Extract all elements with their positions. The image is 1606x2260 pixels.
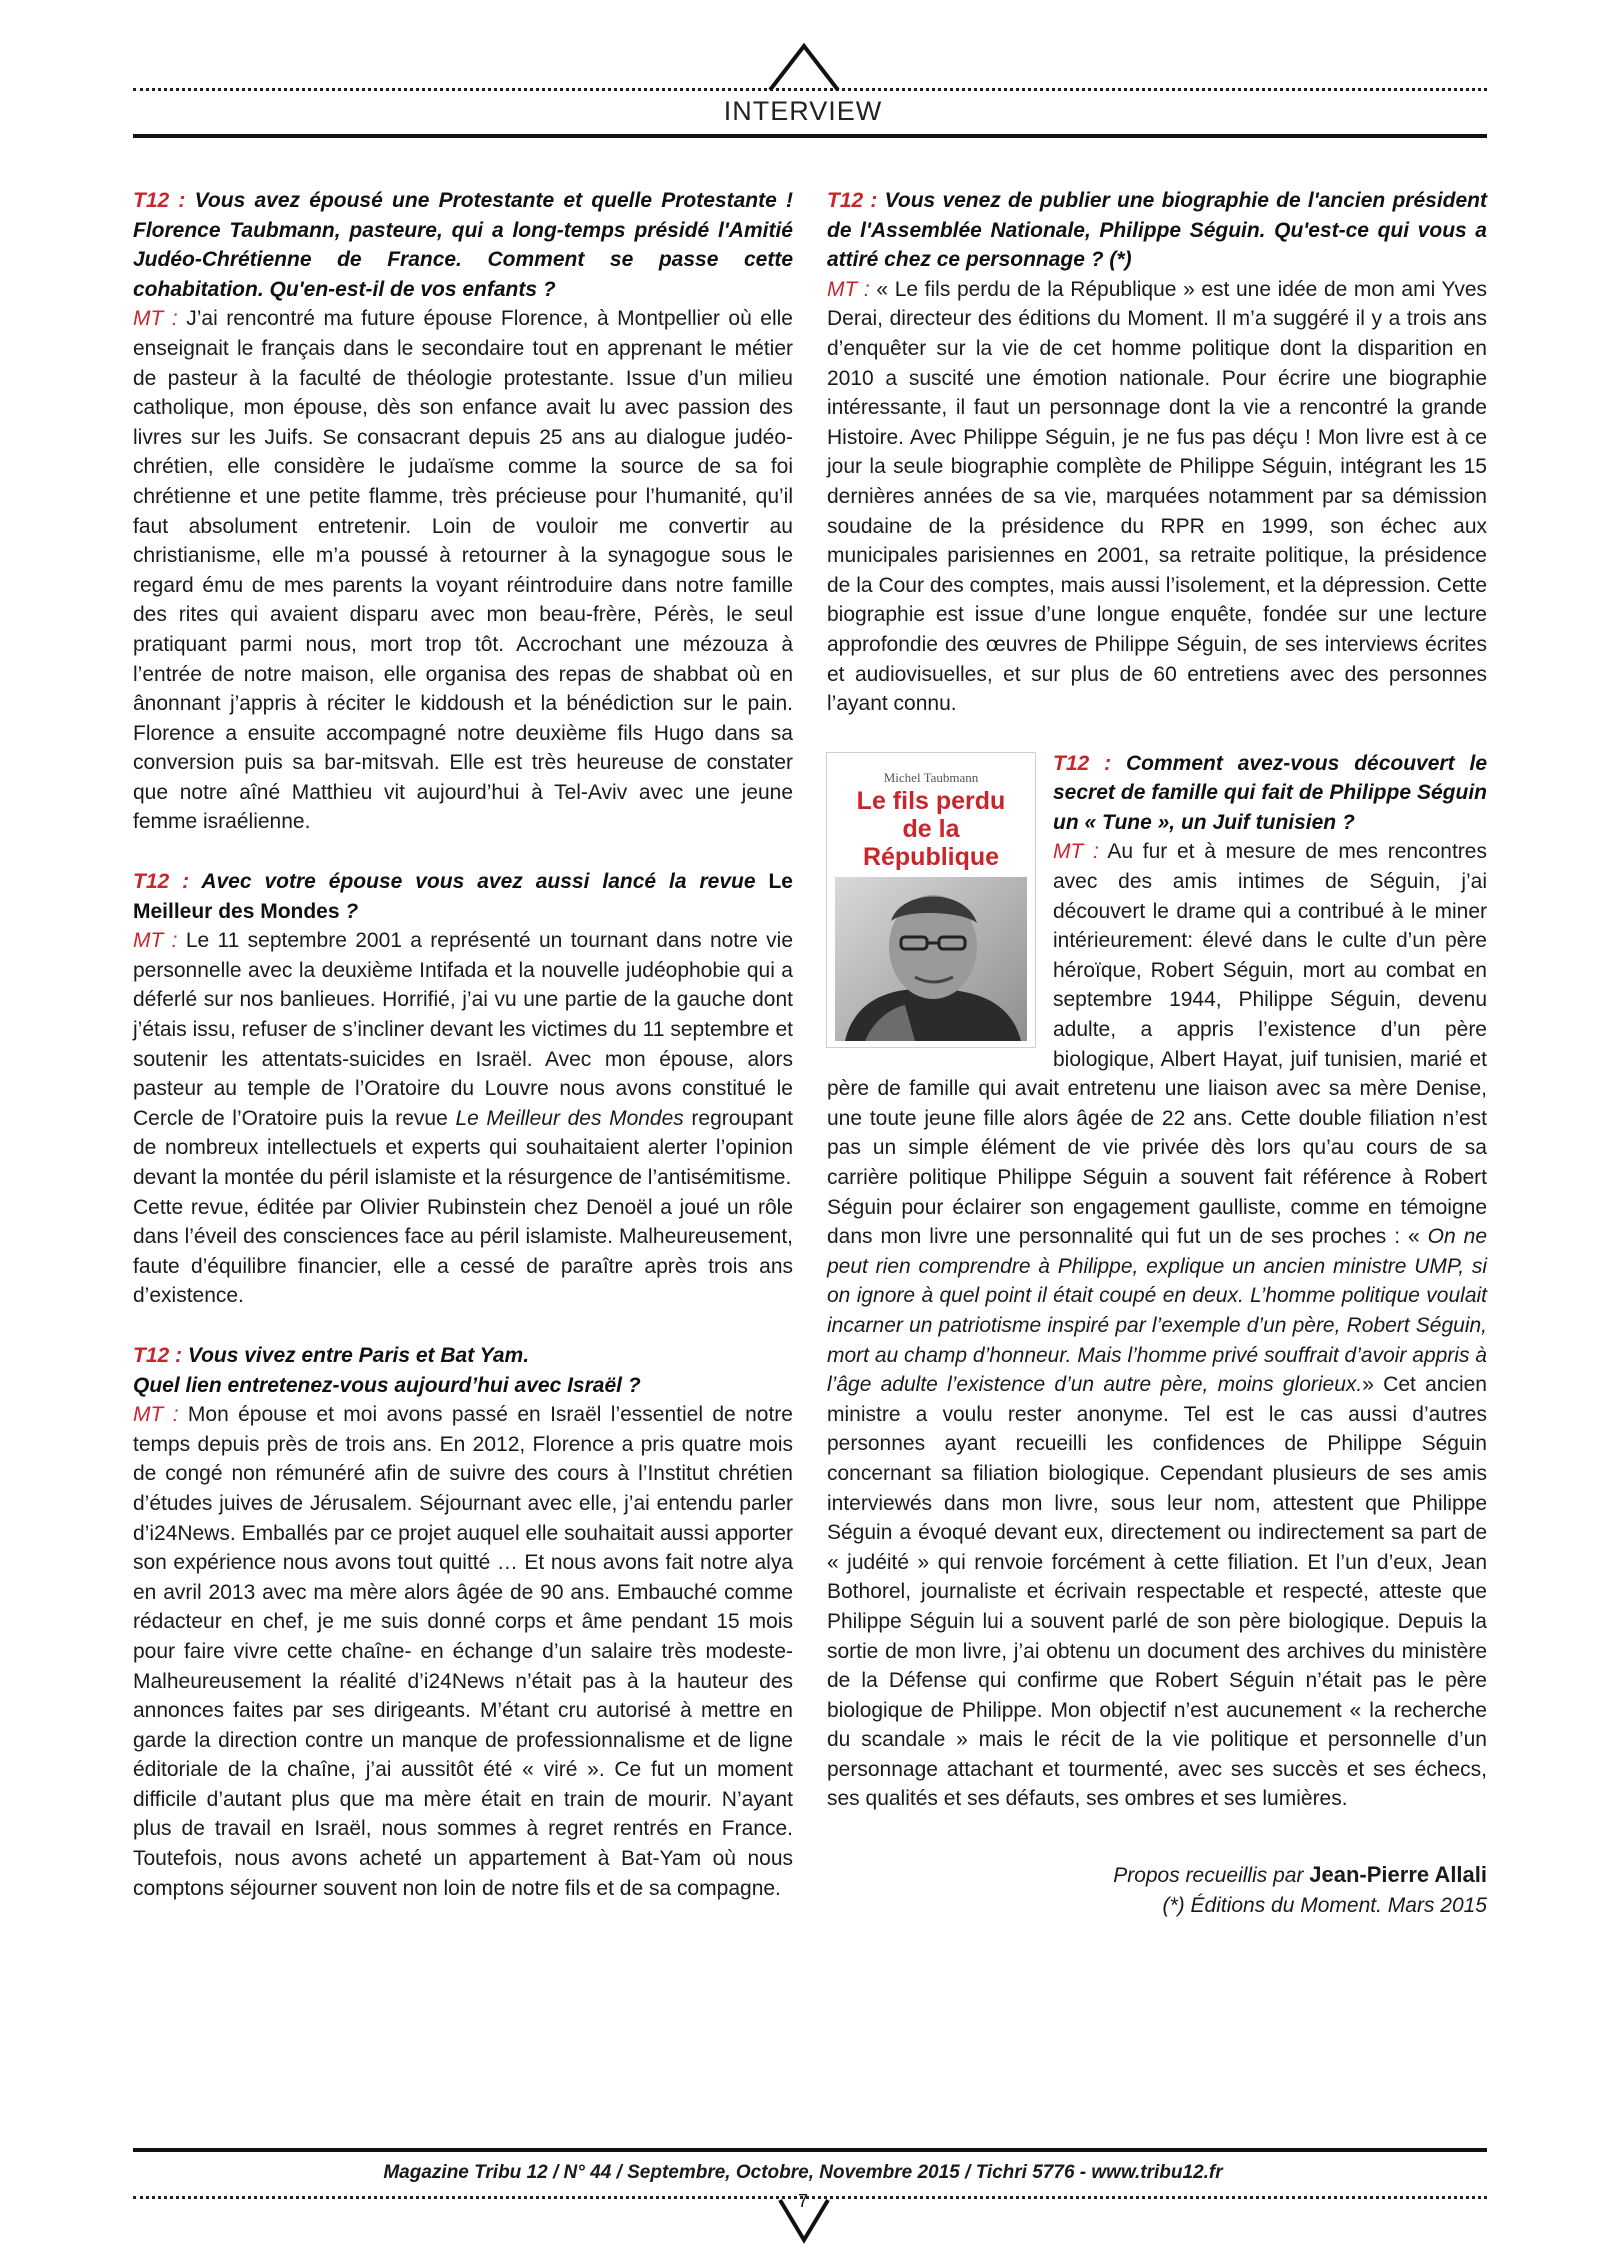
answer-1: MT : J’ai rencontré ma future épouse Florence, à Montpellier où elle enseignait le français dans le secondaire tout en apprenant le métier de pasteur à la faculté de théologie protestante. Issue d’un milieu catholique, mon épouse, dès son enfance avait lu avec passion des livres sur les Juifs. Se consacrant depuis 25 ans au dialogue judéo-chrétien, elle considère le judaïsme comme la source de sa foi chrétienne et une petite flamme, très précieuse pour l’humanité, qu’il faut absolument entretenir. Loin de vouloir me convertir au christianisme, elle m’a poussé à retourner à la synagogue sous le regard ému de mes parents la voyant réintroduire dans notre famille des rites qui avaient disparu avec mon beau-frère, Pérès, le seul pratiquant parmi nous, mort trop tôt. Accrochant une mézouza à l’entrée de notre maison, elle organisa des repas de shabbat où en ânonnant j’appris à réciter le kiddoush et la bénédiction sur le pain. Florence a ensuite accompagné notre deuxième fils Hugo dans sa conversion puis sa bar-mitsvah. Elle est très heureuse de constater que notre aîné Matthieu vit aujourd’hui à Tel-Aviv avec une jeune femme israélienne. xyxy=(133,307,793,834)
answer-2: MT : Le 11 septembre 2001 a représenté un tournant dans notre vie personnelle avec la deuxième Intifada et la nouvelle judéophobie qui a déferlé sur nos banlieues. Horrifié, j’ai vu une partie de la gauche dont j’étais issu, refuser de s’incliner devant les victimes du 11 septembre et soutenir les attentats-suicides en Israël. Avec mon épouse, alors pasteur au temple de l’Oratoire du Louvre nous avons constitué le Cercle de l’Oratoire puis la revue Le Meilleur des Mondes regroupant de nombreux intellectuels et experts qui souhaitaient alerter l’opinion devant la montée du péril islamiste et la résurgence de l’antisémitisme. xyxy=(133,929,794,1189)
left-column xyxy=(133,186,793,1903)
book-title: Le fils perdu de la République xyxy=(856,786,1006,871)
question-1: T12 : Vous avez épousé une Protestante et quelle Protestante ! Florence Taubmann, pasteure, qui a long-temps présidé l'Amitié Judéo-Chrétienne de France. Comment se passe cette cohabitation. Qu'en-est-il de vos enfants ? xyxy=(133,189,794,301)
answer-3: MT : Mon épouse et moi avons passé en Israël l’essentiel de notre temps depuis près de trois ans. En 2012, Florence a pris quatre mois de congé non rémunéré afin de suivre des cours à l’Institut chrétien d’études juives de Jérusalem. Séjournant avec elle, j’ai entendu parler d’i24News. Emballés par ce projet auquel elle souhaitait aussi apporter son expérience nous avons tout quitté … Et nous avons fait notre alya en avril 2013 avec ma mère alors âgée de 90 ans. Embauché comme rédacteur en chef, je me suis donné corps et âme pendant 15 mois pour faire vivre cette chaîne- en échange d’un salaire très modeste- Malheureusement la réalité d’i24News n’était pas à la hauteur des annonces faites par ses dirigeants. M’étant cru autorisé à mettre en garde la direction contre un manque de professionnalisme et de ligne éditoriale de la chaîne, j’ai aussitôt été « viré ». Ce fut un moment difficile d’autant plus que ma mère était en train de mourir. N’ayant plus de travail en Israël, nous sommes à regret rentrés en France. Toutefois, nous avons acheté un appartement à Bat-Yam où nous comptons séjourner souvent non loin de notre fils et de sa compagne. xyxy=(133,1403,793,1900)
header-peak-ornament xyxy=(768,40,840,92)
right-column xyxy=(827,186,1487,1920)
answer-5: MT : Au fur et à mesure de mes rencontres avec des amis intimes de Séguin, j’ai découvert le drame qui a contribué à le miner intérieurement: élevé dans le culte d’un père héroïque, Robert Séguin, mort au combat en septembre 1944, Philippe Séguin, devenu adulte, a appris l’existence d’un père biologique, Albert Hayat, juif tunisien, marié et père de famille qui avait entretenu une liaison avec sa mère Denise, une toute jeune fille alors âgée de 22 ans. Cette double filiation n’est pas un simple élément de vie privée dès lors qu’au cours de sa carrière politique Philippe Séguin a souvent fait référence à Robert Séguin pour éclairer son engagement gaulliste, comme en témoigne dans mon livre une personnalité qui fut un de ses proches : « On ne peut rien comprendre à Philippe, explique un ancien ministre UMP, si on ignore à quel point il était coupé en deux. L’homme politique voulait incarner un patriotisme inspiré par l’exemple d’un père, Robert Séguin, mort au champ d’honneur. Mais l’homme privé souffrait d’avoir appris à l’âge adulte l’existence d’un autre père, moins glorieux.» Cet ancien ministre a voulu rester anonyme. Tel est le cas aussi d’autres personnes ayant recueilli les confidences de Philippe Séguin concernant sa filiation biologique. Cependant plusieurs de ses amis interviewés dans mon livre, sous leur nom, attestent que Philippe Séguin a évoqué devant eux, directement ou indirectement sa part de « judéité » qui renvoie forcément à cette filiation. Et l’un d’eux, Jean Bothorel, journaliste et écrivain respectable et respecté, atteste que Philippe Séguin lui a souvent parlé de son père biologique. Depuis la sortie de mon livre, j’ai obtenu un document des archives du ministère de la Défense qui confirme que Robert Séguin n’était pas le père biologique de Philippe. Mon objectif n’est aucunement « la recherche du scandale » mais le récit de la vie politique et personnelle d’un personnage attachant et tourmenté, avec ses succès et ses échecs, ses qualités et ses défauts, ses ombres et ses lumières. xyxy=(827,840,1487,1811)
page-number: 7 xyxy=(797,2191,808,2211)
question-3: T12 : Vous vivez entre Paris et Bat Yam. Quel lien entretenez-vous aujourd’hui avec Israël ? xyxy=(133,1343,641,1397)
signature: Propos recueillis par Jean-Pierre Allali (*) Éditions du Moment. Mars 2015 xyxy=(827,1860,1487,1920)
answer-4: MT : « Le fils perdu de la République » est une idée de mon ami Yves Derai, directeur des éditions du Moment. Il m’a suggéré il y a trois ans d’enquêter sur la vie de cet homme politique dont la disparition en 2010 a suscité une émotion nationale. Pour écrire une biographie intéressante, il faut un personnage dont la vie a rencontré la grande Histoire. Avec Philippe Séguin, je ne fus pas déçu ! Mon livre est à ce jour la seule biographie complète de Philippe Séguin, intégrant les 15 dernières années de sa vie, marquées notamment par sa démission soudaine de la présidence du RPR en 1999, son échec aux municipales parisiennes en 2001, sa retraite politique, la présidence de la Cour des comptes, mais aussi l’isolement, et la dépression. Cette biographie est issue d’une longue enquête, fondée sur une lecture approfondie des œuvres de Philippe Séguin, de ses interviews écrites et audiovisuelles, et sur plus de 60 entretiens avec des personnes l’ayant connu. xyxy=(827,277,1487,716)
question-4: T12 : Vous venez de publier une biographie de l'ancien président de l'Assemblée Nationale, Philippe Séguin. Qu'est-ce qui vous a attiré chez ce personnage ? (*) xyxy=(827,189,1487,272)
footer-solid-rule xyxy=(133,2148,1487,2152)
book-author: Michel Taubmann xyxy=(883,769,979,785)
footer-v-ornament xyxy=(778,2196,830,2244)
header-solid-rule xyxy=(133,134,1487,138)
author-portrait xyxy=(835,877,1027,1041)
publisher-note: (*) Éditions du Moment. Mars 2015 xyxy=(1162,1893,1487,1917)
question-2: T12 : Avec votre épouse vous avez aussi lancé la revue Le Meilleur des Mondes ? xyxy=(133,870,793,923)
answer-2-cont: Cette revue, éditée par Olivier Rubinstein chez Denoël a joué un rôle dans l’éveil des consciences face au péril islamiste. Malheureusement, faute d’équilibre financier, elle a cessé de paraître après trois ans d’existence. xyxy=(133,1195,793,1308)
question-5: T12 : Comment avez-vous découvert le secret de famille qui fait de Philippe Séguin un « Tune », un Juif tunisien ? xyxy=(1053,751,1487,834)
book-cover-image xyxy=(827,753,1035,1047)
footer-text: Magazine Tribu 12 / N° 44 / Septembre, Octobre, Novembre 2015 / Tichri 5776 - www.tribu12.fr xyxy=(383,2162,1223,2183)
section-title: INTERVIEW xyxy=(723,96,883,126)
